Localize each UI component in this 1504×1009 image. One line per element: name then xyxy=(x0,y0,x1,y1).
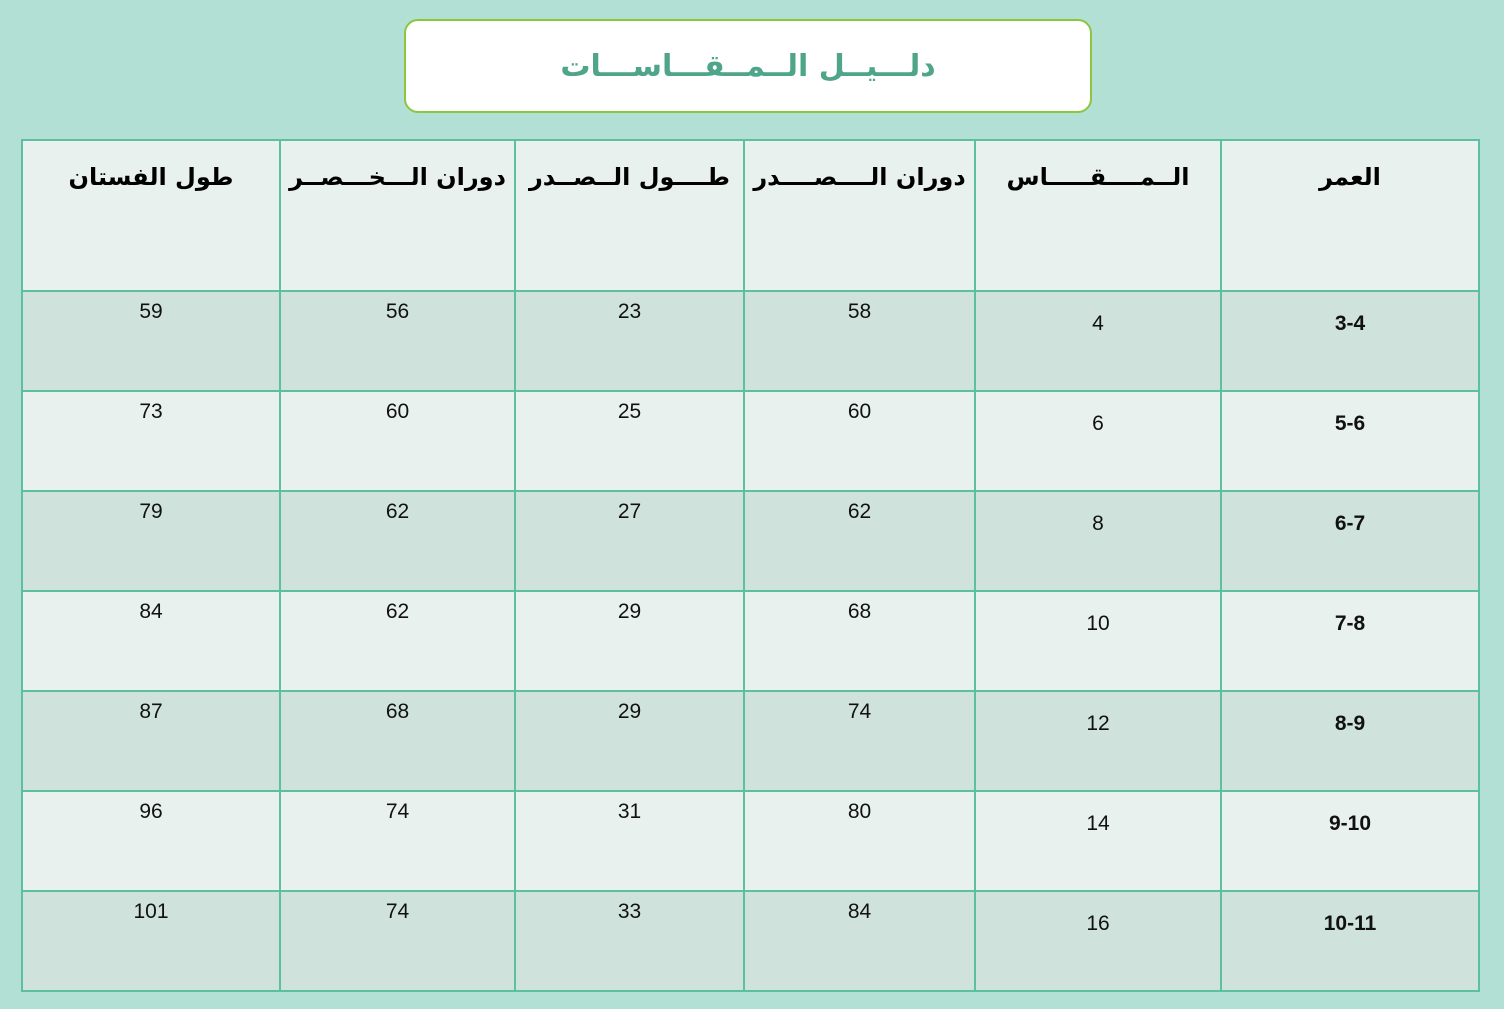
header-chest-length: طــــول الــصــدر xyxy=(515,140,744,291)
cell-size: 12 xyxy=(975,691,1221,791)
table-row xyxy=(22,291,1479,391)
cell-chest-circumference: 62 xyxy=(744,491,975,591)
header-size: الــمــــقـــــاس xyxy=(975,140,1221,291)
cell-age: 5-6 xyxy=(1221,391,1479,491)
cell-age: 8-9 xyxy=(1221,691,1479,791)
cell-waist-circumference: 74 xyxy=(280,791,515,891)
title-box xyxy=(404,19,1092,113)
table-row xyxy=(22,591,1479,691)
cell-chest-length: 29 xyxy=(515,691,744,791)
cell-chest-circumference: 84 xyxy=(744,891,975,991)
cell-size: 10 xyxy=(975,591,1221,691)
header-chest-circumference: دوران الــــصــــدر xyxy=(744,140,975,291)
cell-age: 10-11 xyxy=(1221,891,1479,991)
table-row xyxy=(22,491,1479,591)
cell-waist-circumference: 74 xyxy=(280,891,515,991)
cell-size: 8 xyxy=(975,491,1221,591)
cell-chest-length: 23 xyxy=(515,291,744,391)
cell-size: 16 xyxy=(975,891,1221,991)
cell-age: 7-8 xyxy=(1221,591,1479,691)
cell-waist-circumference: 60 xyxy=(280,391,515,491)
header-dress-length: طول الفستان xyxy=(22,140,280,291)
cell-dress-length: 96 xyxy=(22,791,280,891)
cell-waist-circumference: 56 xyxy=(280,291,515,391)
size-chart-table xyxy=(21,139,1480,992)
table-row xyxy=(22,791,1479,891)
cell-chest-circumference: 74 xyxy=(744,691,975,791)
cell-size: 6 xyxy=(975,391,1221,491)
cell-waist-circumference: 68 xyxy=(280,691,515,791)
cell-chest-circumference: 80 xyxy=(744,791,975,891)
cell-age: 9-10 xyxy=(1221,791,1479,891)
header-age: العمر xyxy=(1221,140,1479,291)
cell-chest-circumference: 58 xyxy=(744,291,975,391)
cell-chest-circumference: 60 xyxy=(744,391,975,491)
table-row xyxy=(22,691,1479,791)
cell-dress-length: 79 xyxy=(22,491,280,591)
cell-dress-length: 101 xyxy=(22,891,280,991)
cell-size: 4 xyxy=(975,291,1221,391)
cell-waist-circumference: 62 xyxy=(280,591,515,691)
cell-chest-length: 25 xyxy=(515,391,744,491)
cell-chest-circumference: 68 xyxy=(744,591,975,691)
header-waist-circumference: دوران الـــخـــصــر xyxy=(280,140,515,291)
cell-dress-length: 87 xyxy=(22,691,280,791)
cell-dress-length: 73 xyxy=(22,391,280,491)
cell-chest-length: 27 xyxy=(515,491,744,591)
table-row xyxy=(22,391,1479,491)
cell-chest-length: 29 xyxy=(515,591,744,691)
cell-age: 6-7 xyxy=(1221,491,1479,591)
cell-chest-length: 33 xyxy=(515,891,744,991)
cell-dress-length: 84 xyxy=(22,591,280,691)
cell-dress-length: 59 xyxy=(22,291,280,391)
table-row xyxy=(22,891,1479,991)
cell-size: 14 xyxy=(975,791,1221,891)
cell-age: 3-4 xyxy=(1221,291,1479,391)
cell-chest-length: 31 xyxy=(515,791,744,891)
cell-waist-circumference: 62 xyxy=(280,491,515,591)
page-title: دلـــيــل الــمــقـــاســـات xyxy=(560,48,936,84)
header-row xyxy=(22,140,1479,291)
